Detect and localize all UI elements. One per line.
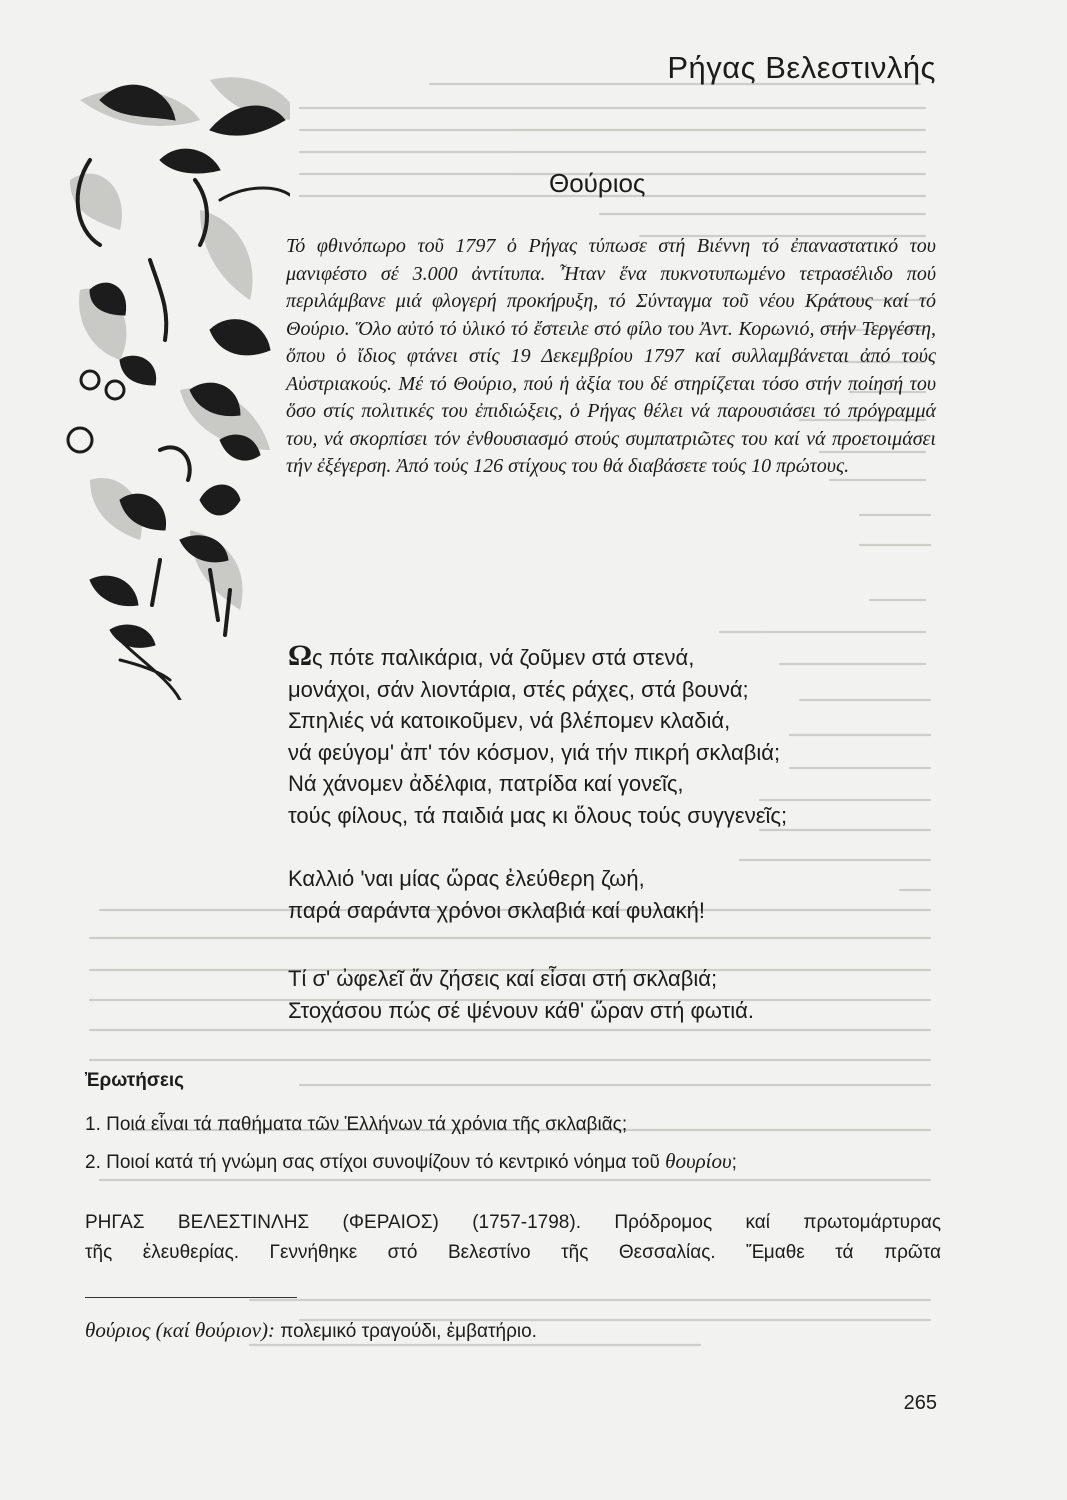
verse-line: παρά σαράντα χρόνοι σκλαβιά καί φυλακή! — [288, 897, 706, 923]
verse-line: Νά χάνομεν ἀδέλφια, πατρίδα καί γονεῖς, — [288, 771, 684, 796]
question-2-end: ; — [731, 1152, 737, 1173]
poem-title: Θούριος — [549, 168, 646, 198]
verse-line: Στοχάσου πώς σέ ψένουν κάθ' ὥραν στή φωτιά. — [288, 997, 755, 1023]
question-2-text: 2. Ποιοί κατά τή γνώμη σας στίχοι συνοψίζουν τό κεντρικό νόημα τοῦ — [85, 1152, 666, 1173]
verse-line: τούς φίλους, τά παιδιά μας κι ὅλους τούς συγγενεῖς; — [288, 802, 788, 828]
verse-line: Τί σ' ὠφελεῖ ἄν ζήσεις καί εἶσαι στή σκλαβιά; — [288, 966, 718, 991]
biography-line: τῆς ἐλευθερίας. Γεννήθηκε στό Βελεστίνο τῆς Θεσσαλίας. Ἔμαθε τά πρῶτα — [85, 1242, 941, 1263]
question-1: 1. Ποιά εἶναι τά παθήματα τῶν Ἑλλήνων τά χρόνια τῆς σκλαβιᾶς; — [85, 1114, 628, 1135]
verse-stanza-2 — [288, 863, 705, 926]
footnote — [85, 1318, 537, 1343]
verse-line: Καλλιό 'ναι μίας ὥρας ἐλεύθερη ζωή, — [288, 866, 645, 891]
footnote-rule — [85, 1297, 297, 1298]
verse-line-text: ς πότε παλικάρια, νά ζοῦμεν στά στενά, — [312, 645, 695, 670]
author-name: Ρήγας Βελεστινλής — [667, 50, 936, 85]
question-2-emphasis: θουρίου — [665, 1149, 732, 1173]
verse-line: Σπηλιές νά κατοικοῦμεν, νά βλέπομεν κλαδιά, — [288, 708, 731, 733]
intro-paragraph: Τό φθινόπωρο τοῦ 1797 ὁ Ρήγας τύπωσε στή Βιέννη τό ἐπαναστατικό του μανιφέστο σέ 3.000 ἀντίτυπα. Ἦταν ἕνα πυκνοτυπωμένο τετρασέλιδο πού περιλάμβανε μιά φλογερή προκήρυξη, τό Σύνταγμα τοῦ νέου Κράτους καί τό Θούριο. Ὅλο αὐτό τό ὑλικό τό ἔστειλε στό φίλο του Ἀντ. Κορωνιό, στήν Τεργέστη, ὅπου ὁ ἴδιος φτάνει στίς 19 Δεκεμβρίου 1797 καί συλλαμβάνεται ἀπό τούς Αὐστριακούς. Μέ τό Θούριο, πού ἡ ἀξία του δέ στηρίζεται τόσο στήν ποίησή του ὅσο στίς πολιτικές του ἐπιδιώξεις, ὁ Ρήγας θέλει νά παρουσιάσει τό πρόγραμμά του, νά σκορπίσει τόν ἐνθουσιασμό στούς συμπατριῶτες του καί νά προετοιμάσει τήν ἐξέγερση. Ἀπό τούς 126 στίχους του θά διαβάσετε τούς 10 πρώτους. — [286, 235, 936, 477]
questions-heading: Ἐρωτήσεις — [85, 1070, 185, 1091]
footnote-definition: πολεμικό τραγούδι, ἐμβατήριο. — [275, 1321, 537, 1342]
verse-stanza-1 — [288, 640, 787, 831]
biography — [85, 1208, 941, 1268]
verse-stanza-3 — [288, 963, 754, 1026]
biography-line: ΡΗΓΑΣ ΒΕΛΕΣΤΙΝΛΗΣ (ΦΕΡΑΙΟΣ) (1757-1798). Πρόδρομος καί πρωτομάρτυρας — [85, 1212, 941, 1233]
footnote-term: θούριος (καί θούριον): — [85, 1318, 275, 1342]
page-number: 265 — [903, 1392, 937, 1414]
drop-cap: Ω — [288, 639, 313, 672]
verse-line: μονάχοι, σάν λιοντάρια, στές ράχες, στά βουνά; — [288, 676, 749, 702]
floral-ornament — [60, 60, 290, 700]
verse-line: νά φεύγομ' ἀπ' τόν κόσμον, γιά τήν πικρή σκλαβιά; — [288, 739, 781, 765]
question-2 — [85, 1149, 737, 1174]
verse-line — [288, 640, 787, 674]
